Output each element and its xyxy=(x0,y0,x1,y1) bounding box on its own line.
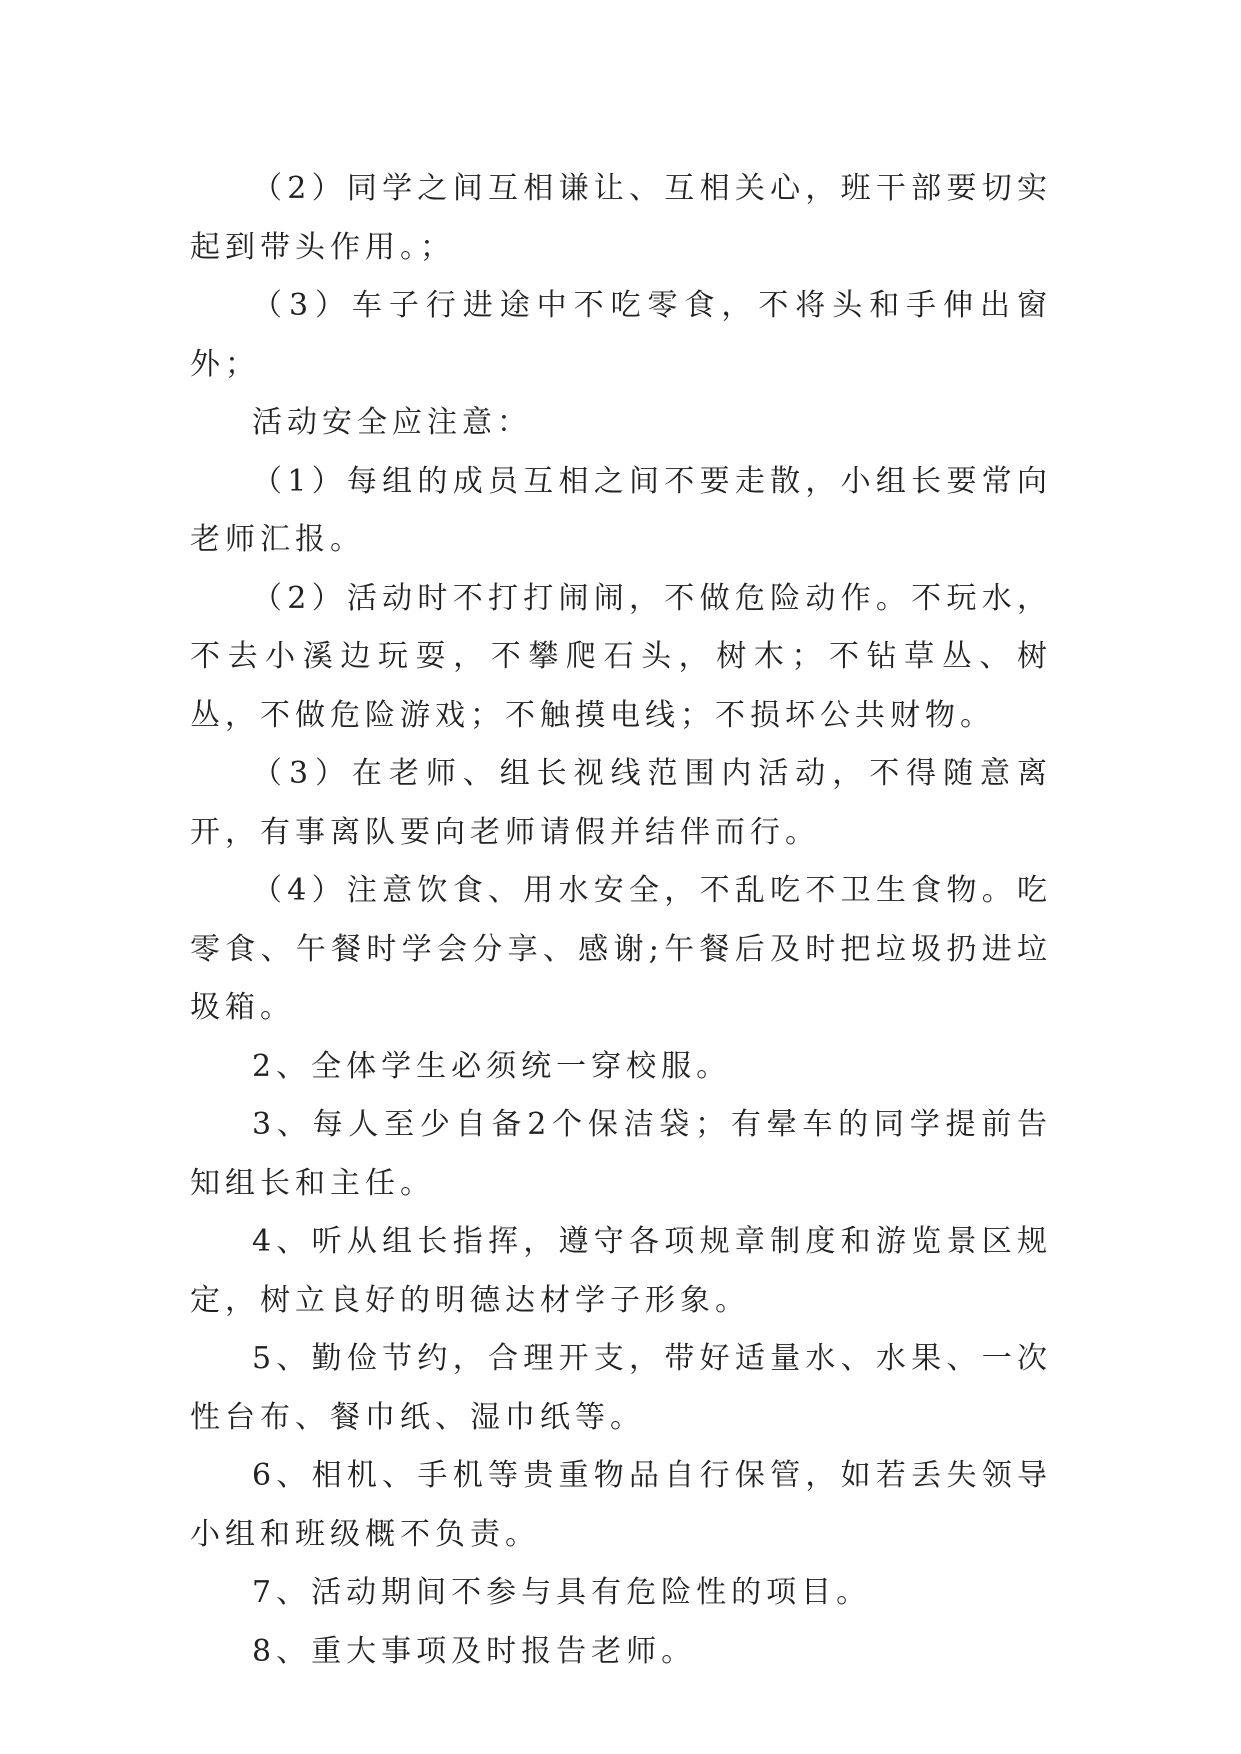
paragraph-9: 3、每人至少自备2个保洁袋；有晕车的同学提前告知组长和主任。 xyxy=(190,1107,1052,1201)
paragraph-7: （4）注意饮食、用水安全，不乱吃不卫生食物。吃零食、午餐时学会分享、感谢;午餐后及时把垃圾扔进垃圾箱。 xyxy=(190,873,1052,1025)
paragraph-4: （1）每组的成员互相之间不要走散，小组长要常向老师汇报。 xyxy=(190,463,1052,557)
paragraph-11: 5、勤俭节约，合理开支，带好适量水、水果、一次性台布、餐巾纸、湿巾纸等。 xyxy=(190,1341,1052,1435)
paragraph-13: 7、活动期间不参与具有危险性的项目。 xyxy=(252,1575,872,1610)
paragraph-8: 2、全体学生必须统一穿校服。 xyxy=(252,1048,732,1084)
paragraph-12: 6、相机、手机等贵重物品自行保管，如若丢失领导小组和班级概不负责。 xyxy=(190,1458,1052,1552)
document-body xyxy=(190,160,1052,1681)
paragraph-1: （2）同学之间互相谦让、互相关心，班干部要切实起到带头作用。； xyxy=(190,171,1052,265)
paragraph-10: 4、听从组长指挥，遵守各项规章制度和游览景区规定，树立良好的明德达材学子形象。 xyxy=(190,1224,1052,1318)
paragraph-2: （3）车子行进途中不吃零食，不将头和手伸出窗外； xyxy=(190,288,1052,382)
paragraph-5: （2）活动时不打打闹闹，不做危险动作。不玩水，不去小溪边玩耍，不攀爬石头，树木；不钻草丛、树丛，不做危险游戏；不触摸电线；不损坏公共财物。 xyxy=(190,580,1052,733)
paragraph-14: 8、重大事项及时报告老师。 xyxy=(252,1633,697,1669)
paragraph-6: （3）在老师、组长视线范围内活动，不得随意离开，有事离队要向老师请假并结伴而行。 xyxy=(190,756,1052,850)
paragraph-3: 活动安全应注意： xyxy=(252,405,532,440)
